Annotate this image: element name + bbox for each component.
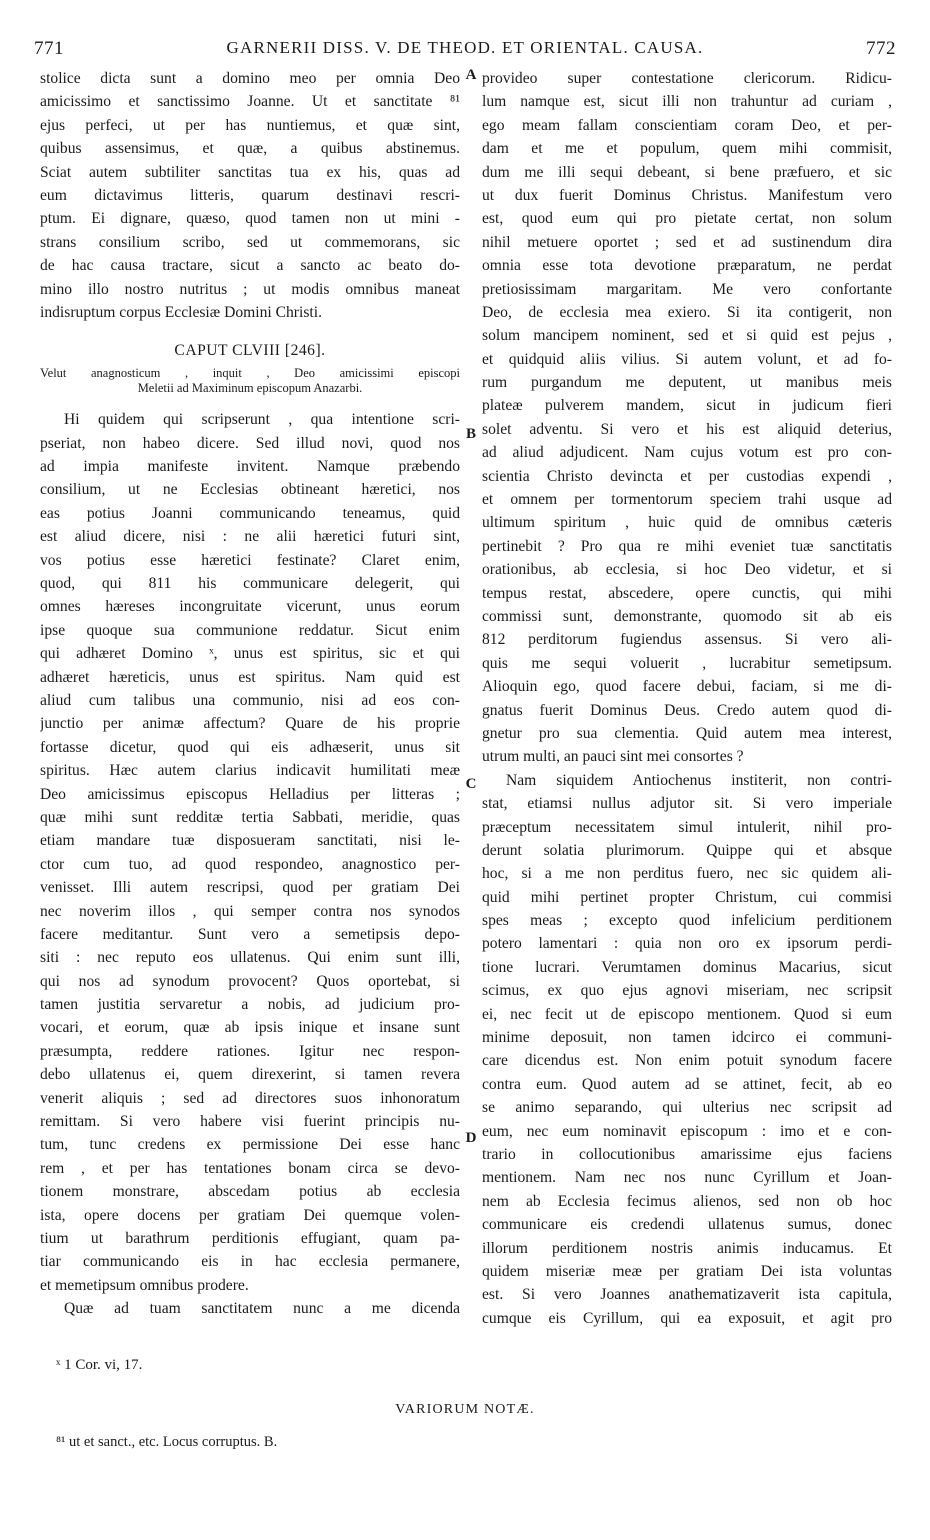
text-line: ctor cum tuo, ad quod respondeo, anagnostico per- xyxy=(40,855,460,873)
text-line: quibus assensimus, et quæ, a quibus abstinemus. xyxy=(40,140,460,158)
text-line: amicissimo et sanctissimo Joanne. Ut et sanctitate ⁸¹ xyxy=(40,93,460,111)
text-line: et omnem per tormentorum speciem trahi usque ad xyxy=(482,491,892,509)
text-line: omnia esse tota devotione præparatum, ne perdat xyxy=(482,257,892,275)
text-line: commissi sunt, demonstrante, quomodo sit ab eis xyxy=(482,607,892,625)
text-line: qui nos ad synodum provocent? Quos oportebat, si xyxy=(40,972,460,990)
text-line: minime deposuit, non tamen idcirco ei communi- xyxy=(482,1029,892,1047)
text-line: trario in collocutionibus amarissime ejus faciens xyxy=(482,1145,892,1163)
page-number-left: 771 xyxy=(34,38,64,59)
text-line: gnatus fuerit Dominus Deus. Credo autem quod di- xyxy=(482,701,892,719)
text-line: de hac causa tractare, sicut a sancto ac beato do- xyxy=(40,257,460,275)
text-line: utrum multi, an pauci sint mei consortes ? xyxy=(482,748,744,766)
paragraph xyxy=(40,408,460,1297)
text-line: rum purgandum me deputent, ut manibus meis xyxy=(482,374,892,392)
text-line: vocari, et eorum, quæ ab ipsis inique et insane sunt xyxy=(40,1019,460,1037)
text-line: quod, qui 811 his communicare delegerit, qui xyxy=(40,575,460,593)
text-line: tum, tunc credens ex permissione Dei esse hanc xyxy=(40,1136,460,1154)
text-line: vos potius esse hæretici festinate? Claret enim, xyxy=(40,551,460,569)
text-line: tamen justitia servaretur a nobis, ad judicium pro- xyxy=(40,996,460,1014)
text-line: ego meam fallam conscientiam coram Deo, et per- xyxy=(482,116,892,134)
chapter-summary xyxy=(40,366,460,396)
text-line: præceptum necessitatem simul intulerit, nihil pro- xyxy=(482,818,892,836)
right-column xyxy=(482,67,892,1330)
text-line: facere meditantur. Sunt vero a semetipsis depo- xyxy=(40,925,460,943)
chapter-heading: CAPUT CLVIII [246]. xyxy=(174,342,326,360)
text-line: nec noverim illos , qui semper contra nos synodos xyxy=(40,902,460,920)
text-line: Quæ ad tuam sanctitatem nunc a me dicenda xyxy=(64,1300,460,1318)
text-line: est. Si vero Joannes anathematizaverit ista capitula, xyxy=(482,1286,892,1304)
text-line: quis me sequi voluerit , lucrabitur semetipsum. xyxy=(482,654,892,672)
text-line: pertinebit ? Pro qua re mihi eveniet tuæ sanctitatis xyxy=(482,537,892,555)
text-line: pseriat, non habeo dicere. Sed illud novi, quod nos xyxy=(40,434,460,452)
text-line: stolice dicta sunt a domino meo per omnia Deo xyxy=(40,70,460,87)
text-line: venerit aliquis ; sed ad directores suos inhonoratum xyxy=(40,1089,460,1107)
text-line: est aliud dicere, nisi : ne alii hæretici futuri sint, xyxy=(40,528,460,546)
text-line: lum namque est, sicut illi non trahuntur ad curiam , xyxy=(482,93,892,111)
text-line: gnetur pro sua clementia. Quid autem mea interest, xyxy=(482,724,892,742)
text-line: tium ut barathrum perditionis effugiant, quam pa- xyxy=(40,1229,460,1247)
text-line: provideo super contestatione clericorum. Ridicu- xyxy=(482,70,892,87)
paragraph xyxy=(482,769,892,1330)
text-line: dam et me et populum, quem mihi commisit, xyxy=(482,140,892,158)
text-line: siti : nec reputo eos ullatenus. Qui enim sunt illi, xyxy=(40,949,460,967)
text-line: ad aliud adjudicent. Nam cujus votum est pro con- xyxy=(482,444,892,462)
text-line: venisset. Illi autem rescripsi, quod per gratiam Dei xyxy=(40,879,460,897)
text-line: scimus, ex quo ejus agnovi miseriam, nec scripsit xyxy=(482,982,892,1000)
notes-heading: VARIORUM NOTÆ. xyxy=(395,1402,535,1417)
text-line: derunt solatia plurimorum. Quippe qui et absque xyxy=(482,841,892,859)
text-line: 812 perditorum fugiendus assensus. Si vero ali- xyxy=(482,631,892,649)
text-line: Deo, de ecclesia mea exiero. Si ita contigerit, non xyxy=(482,303,892,321)
page-header xyxy=(34,38,896,60)
margin-letter-d: D xyxy=(465,1130,477,1146)
scripture-footnote: ˣ 1 Cor. vi, 17. xyxy=(56,1357,143,1373)
summary-line: Meletii ad Maximinum episcopum Anazarbi. xyxy=(137,381,363,396)
text-line: remittam. Si vero habere visi fuerint principis nu- xyxy=(40,1113,460,1131)
text-line: ultimum spiritum , huic quid de omnibus cæteris xyxy=(482,514,892,532)
text-line: tempus restat, abscedere, opere cunctis, qui mihi xyxy=(482,584,892,602)
text-line: etiam mandare tuæ disposueram sanctitati, nisi le- xyxy=(40,832,460,850)
text-line: omnes hæreses incongruitate vicerunt, unus eorum xyxy=(40,598,460,616)
text-line: præsumpta, reddere rationes. Igitur nec respon- xyxy=(40,1042,460,1060)
text-line: stat, etiamsi nullus adjutor sit. Si vero imperiale xyxy=(482,795,892,813)
text-line: communicare eis credendi ullatenus sumus, donec xyxy=(482,1216,892,1234)
text-line: adhæret hæreticis, unus est spiritus. Nam quid est xyxy=(40,668,460,686)
text-line: care dicendus est. Non enim potuit synodum facere xyxy=(482,1052,892,1070)
text-line: quæ mihi sunt redditæ tertia Sabbati, meridie, quas xyxy=(40,808,460,826)
text-line: dum me illi sequi debeant, si bene præfuero, et sic xyxy=(482,163,892,181)
text-line: aliud cum talibus una communio, nisi ad eos con- xyxy=(40,691,460,709)
text-line: eum, nec eum nominavit episcopum : imo et e con- xyxy=(482,1122,892,1140)
text-line: quidem miseriæ meæ per gratiam Dei ista voluntas xyxy=(482,1262,892,1280)
paragraph-continuation xyxy=(482,67,892,769)
text-line: ipse quoque sua communione reddatur. Sicut enim xyxy=(40,621,460,639)
text-line: eas potius Joanni communicando teneamus, quid xyxy=(40,504,460,522)
text-line: solet adventu. Si vero et his est aliquid deterius, xyxy=(482,420,892,438)
text-line: orationibus, ab ecclesia, si hoc Deo videtur, et si xyxy=(482,561,892,579)
text-line: illorum perditionem nostris animis inducamus. Et xyxy=(482,1239,892,1257)
text-line: ejus perfeci, ut per has nuntiemus, et quæ sint, xyxy=(40,116,460,134)
text-line: cumque eis Cyrillum, qui ea exposuit, et agit pro xyxy=(482,1309,892,1327)
margin-letter-b: B xyxy=(465,426,476,442)
text-line: et memetipsum omnibus prodere. xyxy=(40,1276,249,1294)
text-line: Hi quidem qui scripserunt , qua intentione scri- xyxy=(64,411,460,429)
text-line: se animo separando, qui ulterius nec scripsit ad xyxy=(482,1099,892,1117)
text-line: est, quod eum qui pro pietate certat, non solum xyxy=(482,210,892,228)
paragraph xyxy=(40,1297,460,1320)
running-title: GARNERII DISS. V. DE THEOD. ET ORIENTAL. CAUSA. xyxy=(226,38,704,57)
text-line: ista, opere docens per gratiam Dei quemque volen- xyxy=(40,1206,460,1224)
text-line: et quidquid aliis vilius. Si autem volunt, et ad fo- xyxy=(482,350,892,368)
text-line: scientia Christo devincta et per custodias expendi , xyxy=(482,467,892,485)
page-number-right: 772 xyxy=(866,38,896,59)
margin-letter-a: A xyxy=(465,67,477,83)
text-line: hoc, si a me non perditus fuero, nec sic quidem ali- xyxy=(482,865,892,883)
text-line: junctio per animæ affectum? Quare de his proprie xyxy=(40,715,460,733)
text-line: eum dictavimus litteris, quarum destinavi rescri- xyxy=(40,186,460,204)
text-line: Sciat autem subtiliter sanctitas tua ex his, quas ad xyxy=(40,163,460,181)
text-line: tionem monstrare, abscedam potius ab ecclesia xyxy=(40,1183,460,1201)
text-line: fortasse dicetur, quod qui eis adhæserit, unus sit xyxy=(40,738,460,756)
text-line: debo ullatenus ei, quem direxerint, si tamen revera xyxy=(40,1066,460,1084)
text-line: mino illo nostro nutritus ; ut modis omnibus maneat xyxy=(40,280,460,298)
text-line: tiar communicando eis in hac ecclesia permanere, xyxy=(40,1253,460,1271)
text-line: potero lamentari : quia non oro ex ipsorum perdi- xyxy=(482,935,892,953)
text-line: qui adhæret Domino ˣ, unus est spiritus, sic et qui xyxy=(40,645,460,663)
variorum-footnote: ⁸¹ ut et sanct., etc. Locus corruptus. B. xyxy=(56,1434,278,1450)
text-line: nihil metuere oportet ; sed et ad sustinendum dira xyxy=(482,233,892,251)
text-line: consilium, ut ne Ecclesias obtineant hæretici, nos xyxy=(40,481,460,499)
text-line: nem ab Ecclesia fecimus alienos, sed non ob hoc xyxy=(482,1192,892,1210)
text-line: quid mihi pertinet propter Christum, cui commisi xyxy=(482,888,892,906)
text-line: Alioquin ego, quod facere debui, faciam, si me di- xyxy=(482,678,892,696)
text-line: Nam siquidem Antiochenus institerit, non contri- xyxy=(506,771,892,789)
text-line: contra eum. Quod autem ad se attinet, fecit, ab eo xyxy=(482,1075,892,1093)
left-column xyxy=(40,67,460,1321)
summary-line: Velut anagnosticum , inquit , Deo amicissimi episcopi xyxy=(40,366,460,381)
text-line: ut dux fuerit Dominus Christus. Manifestum vero xyxy=(482,186,892,204)
text-line: mentionem. Nam nec nos nunc Cyrillum et Joan- xyxy=(482,1169,892,1187)
text-line: ptum. Ei dignare, quæso, quod tamen non ut mini - xyxy=(40,210,460,228)
margin-letter-c: C xyxy=(465,776,477,792)
text-line: ei, nec fecit ut de episcopo mentionem. Quod si eum xyxy=(482,1005,892,1023)
text-line: ad impia manifeste invitent. Namque præbendo xyxy=(40,458,460,476)
text-line: spiritus. Hæc autem clarius indicavit humilitati meæ xyxy=(40,762,460,780)
text-line: indisruptum corpus Ecclesiæ Domini Christi. xyxy=(40,303,322,321)
text-line: spes meas ; excepto quod infelicium perditionem xyxy=(482,912,892,930)
text-line: solum mancipem nominent, sed et si quid est pejus , xyxy=(482,327,892,345)
text-line: pretiosissimam margaritam. Me vero confortante xyxy=(482,280,892,298)
text-line: Deo amicissimus episcopus Helladius per litteras ; xyxy=(40,785,460,803)
text-line: tione lucrari. Verumtamen dominus Macarius, sicut xyxy=(482,958,892,976)
text-line: strans consilium scribo, sed ut commemorans, sic xyxy=(40,233,460,251)
paragraph-continuation xyxy=(40,67,460,324)
text-line: plateæ pulverem mandem, sicut in judicum fieri xyxy=(482,397,892,415)
text-line: rem , et per has tentationes bonam circa se devo- xyxy=(40,1159,460,1177)
